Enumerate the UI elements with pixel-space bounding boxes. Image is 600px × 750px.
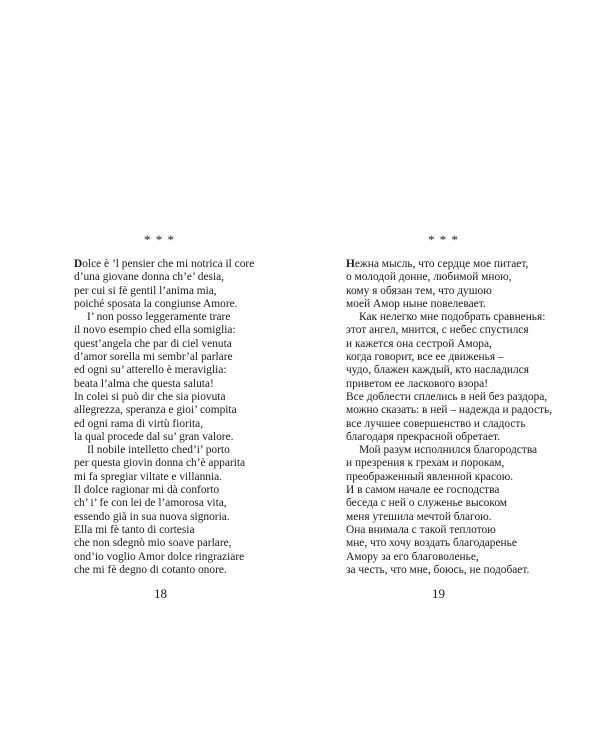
poem-line [74,258,254,271]
poem-line: И в самом начале ее господства [346,484,500,497]
poem-line: Все доблести сплелись в ней без раздора, [346,390,548,403]
poem-line: Ella mi fè tanto di cortesia [74,523,195,536]
right-page [300,0,600,750]
first-line-text: ежна мысль, что сердце мое питает, [354,258,529,270]
poem-russian [346,258,552,577]
poem-line [346,258,552,271]
section-ornament: * * * [144,232,175,247]
poem-line: Она внимала с такой теплотою [346,523,496,536]
poem-line: poiché sposata la congiunse Amore. [74,297,238,310]
poem-line: ond’io voglio Amor dolce ringraziare [74,550,245,563]
poem-line: чудо, блажен каждый, кто насладился [346,364,529,377]
poem-line: и презрения к грехам и порокам, [346,457,505,470]
poem-line: можно сказать: в ней – надежда и радость, [346,404,553,417]
first-line-text: olce è ’l pensier che mi notrica il core [82,258,255,270]
poem-line: beata l’alma che questa saluta! [74,377,214,390]
poem-line: моей Амор ныне повелевает. [346,297,486,310]
poem-line: In colei si può dir che sia piovuta [74,390,226,403]
poem-line: ch’ i’ fe con lei de l’amorosa vita, [74,497,227,510]
poem-line: беседа с ней о служенье высоком [346,497,508,510]
section-ornament: * * * [428,232,459,247]
poem-line: этот ангел, мнится, с небес спустился [346,324,529,337]
poem-line: il novo esempio ched ella somiglia: [74,324,236,337]
poem-line: приветом ее ласкового взора! [346,377,488,390]
poem-line: ed ogni su’ atterello è meraviglia: [74,364,227,377]
poem-line: Как нелегко мне подобрать сравненья: [359,311,546,324]
poem-line: allegrezza, speranza e gioi’ compita [74,404,237,417]
poem-line: за честь, что мне, боюсь, не подобает. [346,563,530,576]
page-number: 19 [432,586,445,601]
poem-line: Il dolce ragionar mi dà conforto [74,484,220,497]
poem-line: ed ogni rama di virtù fiorita, [74,417,204,430]
poem-line: мне, что хочу воздать благодаренье [346,537,517,550]
poem-line: che mi fè degno di cotanto onore. [74,563,227,576]
poem-line: и кажется она сестрой Амора, [346,337,492,350]
page-number: 18 [154,586,167,601]
poem-line: mi fa spregiar viltate e villannia. [74,470,223,483]
poem-line: кому я обязан тем, что душою [346,284,492,297]
poem-line: per cui si fè gentil l’anima mia, [74,284,217,297]
poem-line: per questa giovin donna ch’è apparita [74,457,246,470]
poem-line: Il nobile intelletto ched’i’ porto [87,444,230,457]
poem-line: I’ non posso leggeramente trare [87,311,231,324]
poem-line: Амору за его благоволенье, [346,550,479,563]
poem-line: Мой разум исполнился благородства [359,444,538,457]
poem-line: la qual procede dal su’ gran valore. [74,430,234,443]
poem-line: преображенный явленной красою. [346,470,514,483]
poem-line: когда говорит, все ее движенья – [346,351,504,364]
poem-line: essendo già in sua nuova signoria. [74,510,230,523]
initial-letter: D [74,258,83,270]
poem-line: о молодой донне, любимой мною, [346,271,512,284]
poem-line: все лучшее совершенство и сладость [346,417,526,430]
poem-italian [74,258,254,577]
poem-line: d’una giovane donna ch’e’ desia, [74,271,225,284]
poem-line: меня утешила мечтой благою. [346,510,492,523]
initial-letter: Н [346,258,355,270]
poem-line: d’amor sorella mi sembr’al parlare [74,351,233,364]
poem-line: quest’angela che par di ciel venuta [74,337,232,350]
poem-line: che non sdegnò mio soave parlare, [74,537,232,550]
poem-line: благодаря прекрасной обретает. [346,430,501,443]
